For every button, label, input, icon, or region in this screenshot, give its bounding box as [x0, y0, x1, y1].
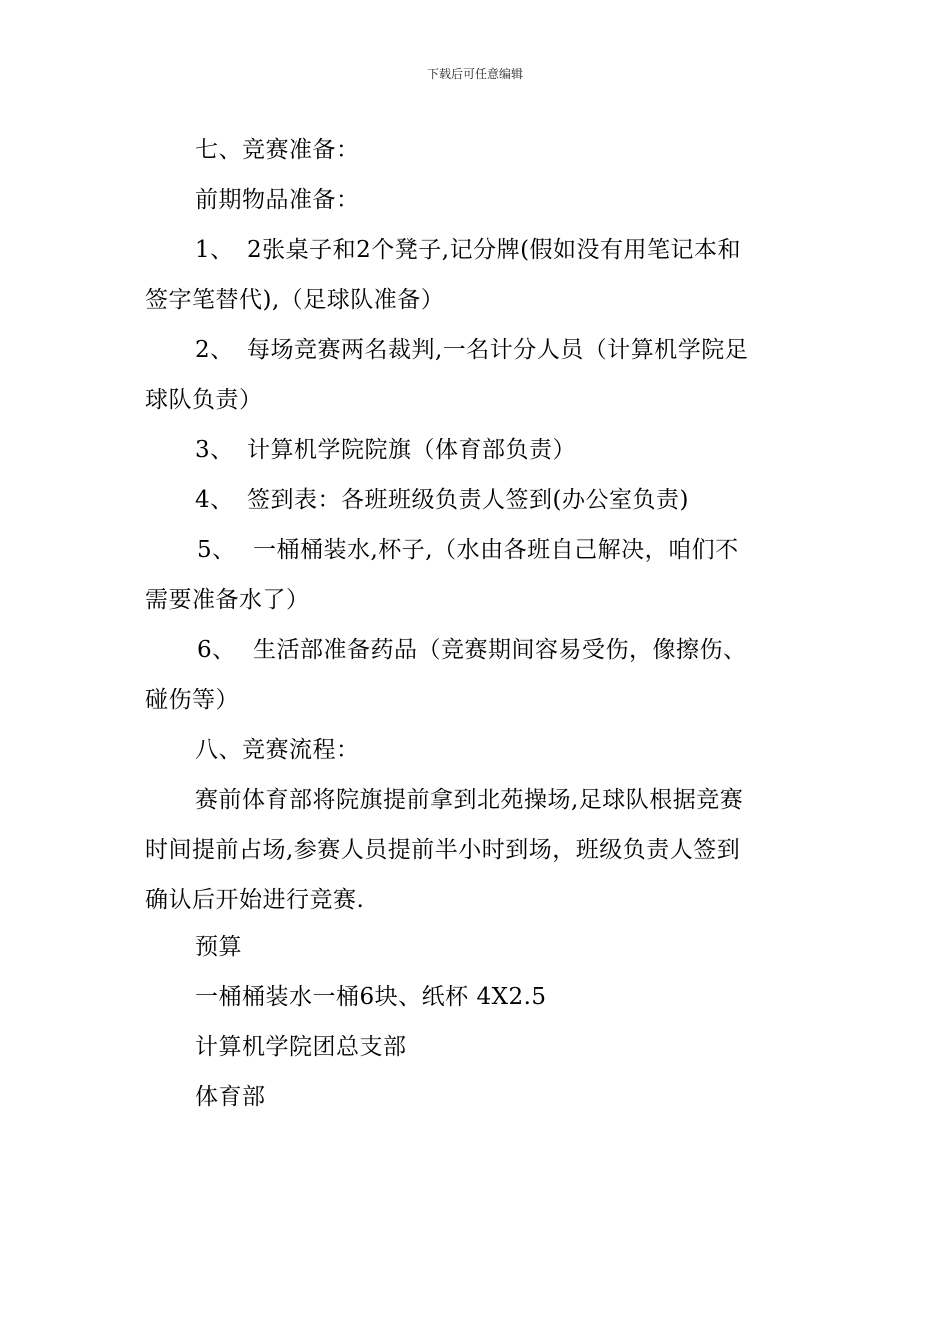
flow-line-3: 确认后开始进行竞赛. — [145, 887, 365, 913]
item-4-text-1: 签到表：各班班级负责人签到(办公室负责) — [247, 487, 689, 513]
item-4-number: 4、 — [195, 487, 234, 513]
item-5-number: 5、 — [197, 537, 236, 563]
org-line: 计算机学院团总支部 — [195, 1034, 407, 1060]
item-5-line-2: 需要准备水了） — [145, 587, 310, 613]
item-2-number: 2、 — [195, 337, 234, 363]
dept-line: 体育部 — [195, 1084, 266, 1110]
page-header: 下载后可任意编辑 — [426, 67, 523, 81]
item-6-line-2: 碰伤等） — [145, 687, 239, 713]
prep-title: 前期物品准备： — [195, 187, 360, 213]
flow-line-2: 时间提前占场,参赛人员提前半小时到场，班级负责人签到 — [145, 837, 741, 863]
item-4-line-1 — [195, 485, 689, 515]
section-8-title: 八、竞赛流程： — [195, 737, 360, 763]
item-3-line-1 — [195, 435, 576, 465]
item-3-number: 3、 — [195, 437, 234, 463]
budget-title: 预算 — [195, 934, 242, 960]
item-1-line-2: 签字笔替代),（足球队准备） — [145, 287, 445, 313]
item-2-line-2: 球队负责） — [145, 387, 263, 413]
item-1-text-1: 2张桌子和2个凳子,记分牌(假如没有用笔记本和 — [247, 237, 742, 263]
item-1-number: 1、 — [195, 237, 234, 263]
item-6-text-1: 生活部准备药品（竞赛期间容易受伤，像擦伤、 — [253, 637, 747, 663]
item-5-line-1 — [197, 535, 739, 565]
item-5-text-1: 一桶桶装水,杯子,（水由各班自己解决，咱们不 — [253, 537, 739, 563]
item-6-line-1 — [197, 635, 747, 665]
item-2-text-1: 每场竞赛两名裁判,一名计分人员（计算机学院足 — [247, 337, 749, 363]
item-6-number: 6、 — [197, 637, 236, 663]
item-2-line-1 — [195, 335, 748, 365]
budget-line: 一桶桶装水一桶6块、纸杯 4X2.5 — [195, 984, 547, 1010]
flow-line-1: 赛前体育部将院旗提前拿到北苑操场,足球队根据竞赛 — [195, 787, 744, 813]
item-3-text-1: 计算机学院院旗（体育部负责） — [247, 437, 576, 463]
section-7-title: 七、竞赛准备： — [195, 137, 360, 163]
item-1-line-1 — [195, 235, 741, 265]
